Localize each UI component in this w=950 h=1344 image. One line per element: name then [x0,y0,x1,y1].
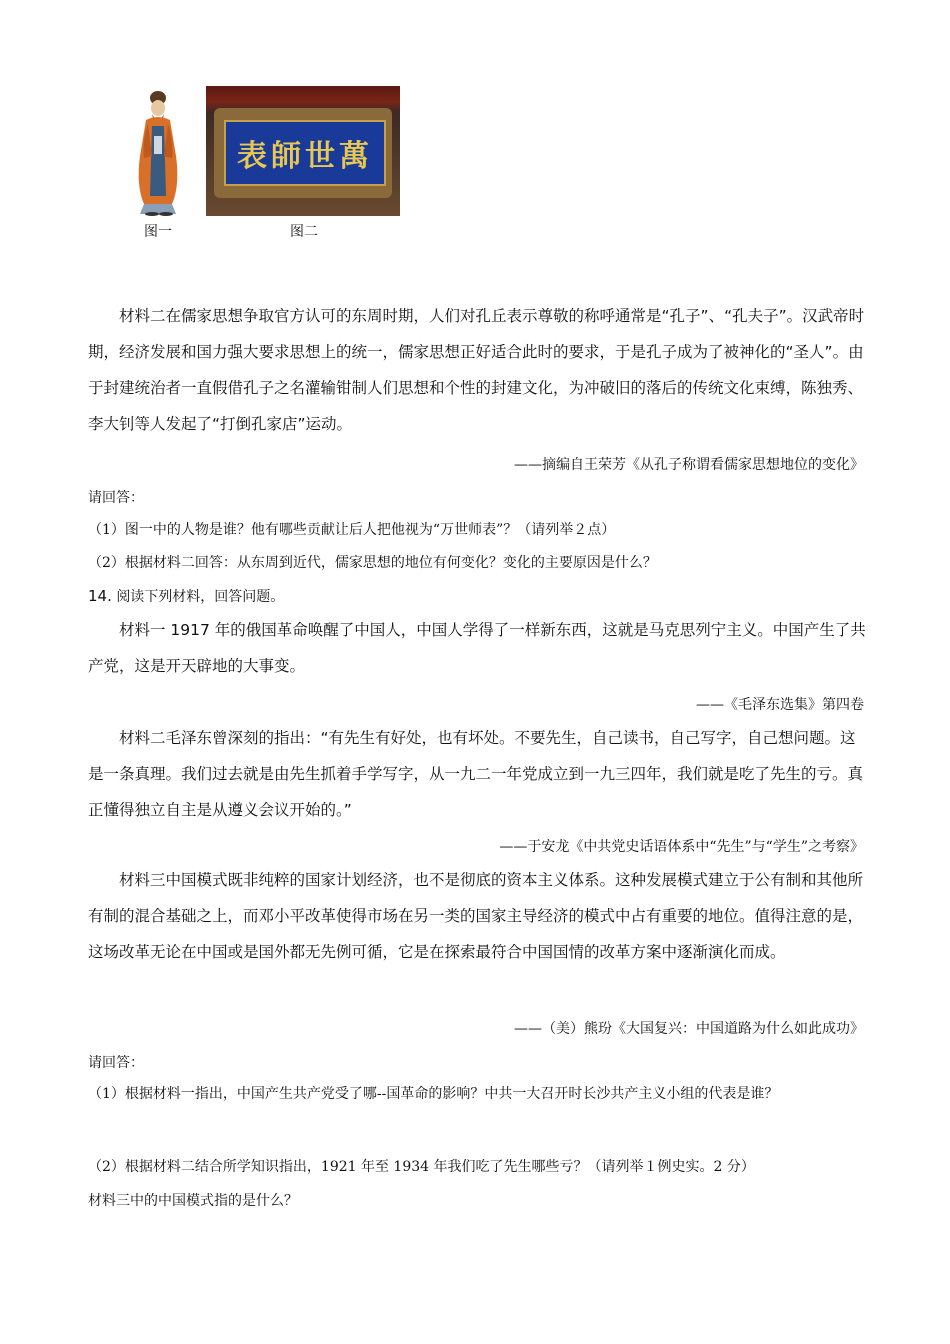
q14-material3: 材料三中国模式既非纯粹的国家计划经济，也不是彻底的资本主义体系。这种发展模式建立于公有制和其他所有制的混合基础之上，而邓小平改革使得市场在另一类的国家主导经济的模式中占有重要的地位。值得注意的是，这场改革无论在中国或是国外都无先例可循，它是在探索最符合中国国情的改革方案中逐渐演化而成。 [88,871,864,961]
q13-sub2: （2）根据材料二回答：从东周到近代，儒家思想的地位有何变化？变化的主要原因是什么？ [88,555,657,571]
q14-material2: 材料二毛泽东曾深刻的指出：“有先生有好处，也有坏处。不要先生，自己读书，自己写字，自己想问题。这是一条真理。我们过去就是由先生抓着手学写字，从一九二一年党成立到一九三四年，我们就是吃了先生的亏。真正懂得独立自主是从遵义会议开始的。” [88,729,864,819]
q14-sub1: （1）根据材料一指出，中国产生共产党受了哪--国革命的影响？中共一大召开时长沙共产主义小组的代表是谁？ [88,1086,779,1102]
confucius-figure-image [122,86,188,216]
q14-material3-source: ——（美）熊玢《大国复兴：中国道路为什么如此成功》 [514,1021,864,1037]
q14-prompt: 请回答： [88,1055,144,1071]
q14-sub3: 材料三中的中国模式指的是什么？ [88,1193,298,1209]
q14-title: 阅读下列材料，回答问题。 [116,589,285,605]
q14-number: 14. [88,587,112,605]
q13-sub1: （1）图一中的人物是谁？他有哪些贡献让后人把他视为“万世师表”？（请列举２点） [88,522,616,538]
figure1-caption: 图一 [144,224,172,240]
q13-prompt: 请回答： [88,490,144,506]
q14-material1: 材料一 1917 年的俄国革命唤醒了中国人，中国人学得了一样新东西，这就是马克思列宁主义。中国产生了共产党，这是开天辟地的大事变。 [88,621,866,675]
q14-sub2: （2）根据材料二结合所学知识指出，1921 年至 1934 年我们吃了先生哪些亏？（请列举１例史实。2 分） [88,1159,755,1175]
figure2-caption: 图二 [290,224,318,240]
plaque-text: 萬世師表 [237,139,373,174]
q14-heading [88,586,284,606]
q13-material2: 材料二在儒家思想争取官方认可的东周时期，人们对孔丘表示尊敬的称呼通常是“孔子”、“孔夫子”。汉武帝时期，经济发展和国力强大要求思想上的统一，儒家思想正好适合此时的要求，于是孔子成为了被神化的“圣人”。由于封建统治者一直假借孔子之名灌输钳制人们思想和个性的封建文化，为冲破旧的落后的传统文化束缚，陈独秀、李大钊等人发起了“打倒孔家店”运动。 [88,307,865,433]
q14-material1-source: ——《毛泽东选集》第四卷 [696,697,864,713]
plaque-image [206,86,400,216]
q13-material2-source: ——摘编自王荣芳《从孔子称谓看儒家思想地位的变化》 [514,457,864,473]
q14-material2-source: ——于安龙《中共党史话语体系中“先生”与“学生”之考察》 [499,839,864,855]
plaque-panel [224,120,386,186]
